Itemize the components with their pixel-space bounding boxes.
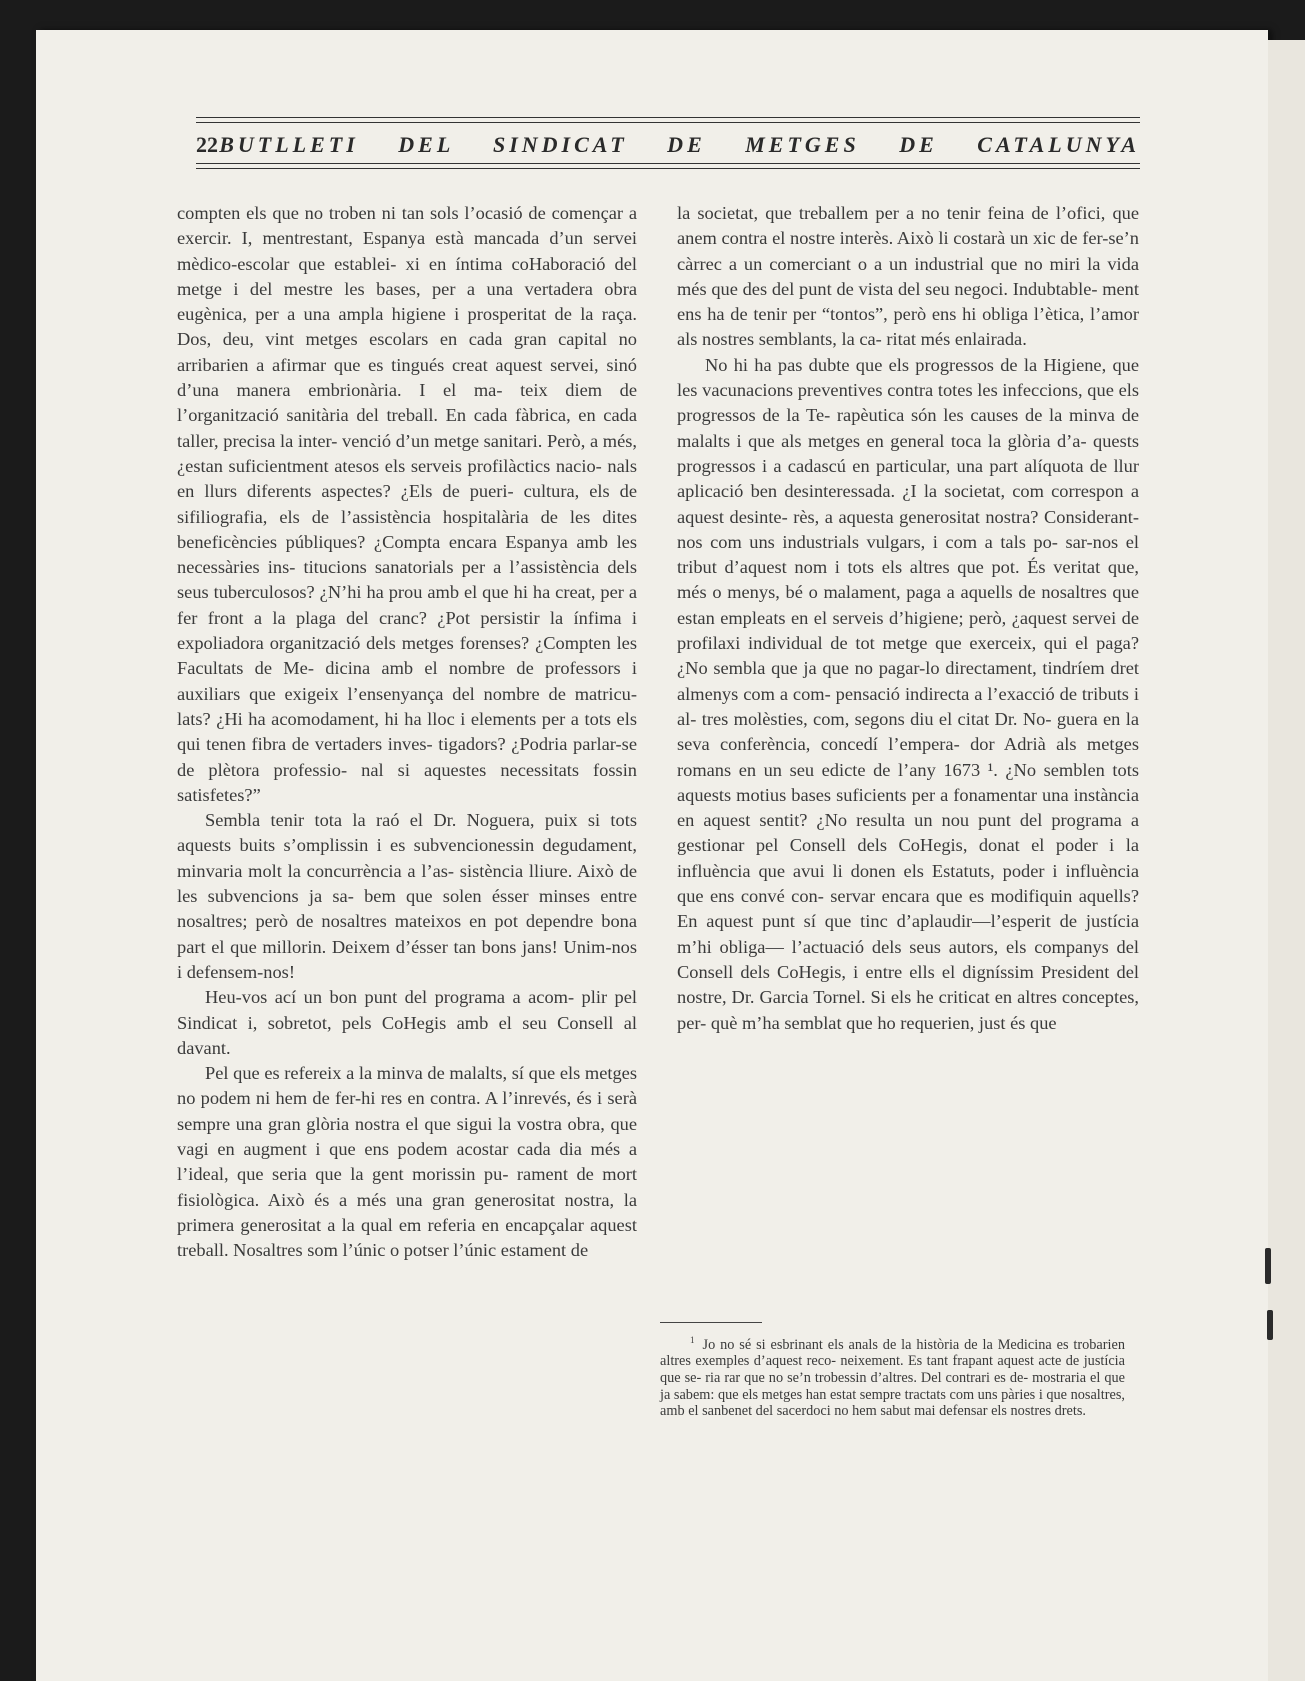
- paragraph: Sembla tenir tota la raó el Dr. Noguera, puix si tots aquests buits s’omplissin i es subvencionessin degudament, minvaria molt la concurrència a l’as- sistència lliure. Això de les subvencions ja sa- bem que solen ésser minses entre nosaltres; però de nosaltres mateixos en pot dependre bona part el que millorin. Deixem d’ésser tan bons jans! Unim-nos i defensem-nos!: [177, 810, 637, 982]
- left-column: [177, 201, 637, 1263]
- paragraph: compten els que no troben ni tan sols l’ocasió de començar a exercir. I, mentrestant, Espanya està mancada d’un servei mèdico-escolar que establei- xi en íntima coHaboració del metge i del mestre les bases, per a una vertadera obra eugènica, per a una ampla higiene i prosperitat de la raça. Dos, deu, vint metges escolars en cada gran capital no arribarien a afirmar que es tingués creat aquest servei, sinó d’una manera embrionària. I el ma- teix diem de l’organització sanitària del treball. En cada fàbrica, en cada taller, precisa la inter- venció d’un metge sanitari. Però, a més, ¿estan suficientment atesos els serveis profilàctics nacio- nals en llurs diferents aspectes? ¿Els de pueri- cultura, els de sifiliografia, els de l’assistència hospitalària de les dites beneficències públiques? ¿Compta encara Espanya amb les necessàries ins- titucions sanatorials per a l’assistència dels seus tuberculosos? ¿N’hi ha prou amb el que hi ha creat, per a fer front a la plaga del cranc? ¿Pot persistir la ínfima i expoliadora organització dels metges forenses? ¿Compten les Facultats de Me- dicina amb el nombre de professors i auxiliars que exigeix l’ensenyança del nombre de matricu- lats? ¿Hi ha acomodament, hi ha lloc i elements per a tots els qui tenen fibra de vertaders inves- tigadors? ¿Podria parlar-se de plètora professio- nal si aquestes necessitats fossin satisfetes?”: [177, 203, 637, 805]
- header-rule-top: [196, 122, 1140, 123]
- running-header: [196, 131, 1140, 159]
- footnote-rule: [660, 1322, 762, 1323]
- paragraph: Heu-vos ací un bon punt del programa a acom- plir pel Sindicat i, sobretot, pels CoHegis amb el seu Consell al davant.: [177, 987, 637, 1058]
- header-rule-bottom: [196, 168, 1140, 169]
- page-edge-mark: [1267, 1310, 1273, 1340]
- paragraph: No hi ha pas dubte que els progressos de la Higiene, que les vacunacions preventives contra totes les infeccions, que els progressos de la Te- rapèutica són les causes de la minva de malalts i que als metges en general toca la glòria d’a- quests progressos i a cadascú en particular, una part alíquota de llur aplicació ben desinteressada. ¿I la societat, com correspon a aquest desinte- rès, a aquesta generositat nostra? Considerant- nos com uns industrials vulgars, i com a tals po- sar-nos el tribut d’aquest nom i tots els altres que pot. És veritat que, més o menys, bé o malament, paga a aquells de nosaltres que estan empleats en el serveis d’higiene; però, ¿aquest servei de profilaxi individual de tot metge que exerceix, qui el paga? ¿No sembla que ja que no pagar-lo directament, tindríem dret almenys com a com- pensació indirecta a l’exacció de tributs i al- tres molèsties, com, segons diu el citat Dr. No- guera en la seva conferència, concedí l’empera- dor Adrià als metges romans en un seu edicte de l’any 1673 ¹. ¿No semblen tots aquests motius bases suficients per a fonamentar una instància en aquest sentit? ¿No resulta un nou punt del programa a gestionar pel Consell dels CoHegis, donat el poder i la influència que avui li donen els Estatuts, poder i influència que ens convé con- servar encara que es modifiquin aquells? En aquest punt sí que tinc d’aplaudir—l’esperit de justícia m’hi obliga— l’actuació dels seus autors, els companys del Consell dels CoHegis, i entre ells el digníssim President del nostre, Dr. Garcia Tornel. Si els he criticat en altres conceptes, per- què m’ha semblat que ho requerien, just és que: [677, 354, 1139, 1033]
- journal-title: BUTLLETI DEL SINDICAT DE METGES DE CATALUNYA: [219, 132, 1140, 157]
- page-edge-mark: [1265, 1248, 1271, 1284]
- footnote-text: Jo no sé si esbrinant els anals de la història de la Medicina es trobarien altres exemples d’aquest reco- neixement. Es tant frapant aquest acte de justícia que se- ria rar que no se’n trobessin d’altres. Del contrari es de- mostraria el que ja sabem: que els metges han estat sempre tractats com uns pàries i que nosaltres, amb el sanbenet del sacerdoci no hem sabut mai defensar els nostres drets.: [660, 1336, 1125, 1420]
- footnote: [660, 1332, 1125, 1420]
- page-number: 22: [196, 132, 218, 157]
- header-rule-bottom: [196, 163, 1140, 164]
- right-column: [677, 201, 1139, 1036]
- paragraph: Pel que es refereix a la minva de malalts, sí que els metges no podem ni hem de fer-hi res en contra. A l’inrevés, és i serà sempre una gran glòria nostra el que sigui la vostra obra, que vagi en augment i que ens podem acostar cada dia més a l’ideal, que seria que la gent morissin pu- rament de mort fisiològica. Això és a més una gran generositat nostra, la primera generositat a la qual em referia en encapçalar aquest treball. Nosaltres som l’únic o potser l’únic estament de: [177, 1063, 637, 1261]
- adjacent-page-edge: [1268, 40, 1305, 1681]
- paragraph: la societat, que treballem per a no tenir feina de l’ofici, que anem contra el nostre interès. Això li costarà un xic de fer-se’n càrrec a un comerciant o a un industrial que no miri la vida més que des del punt de vista del seu negoci. Indubtable- ment ens ha de tenir per “tontos”, però ens hi obliga l’ètica, l’amor als nostres semblants, la ca- ritat més enlairada.: [677, 203, 1139, 350]
- header-rule-top: [196, 117, 1140, 118]
- footnote-marker: 1: [690, 1335, 695, 1345]
